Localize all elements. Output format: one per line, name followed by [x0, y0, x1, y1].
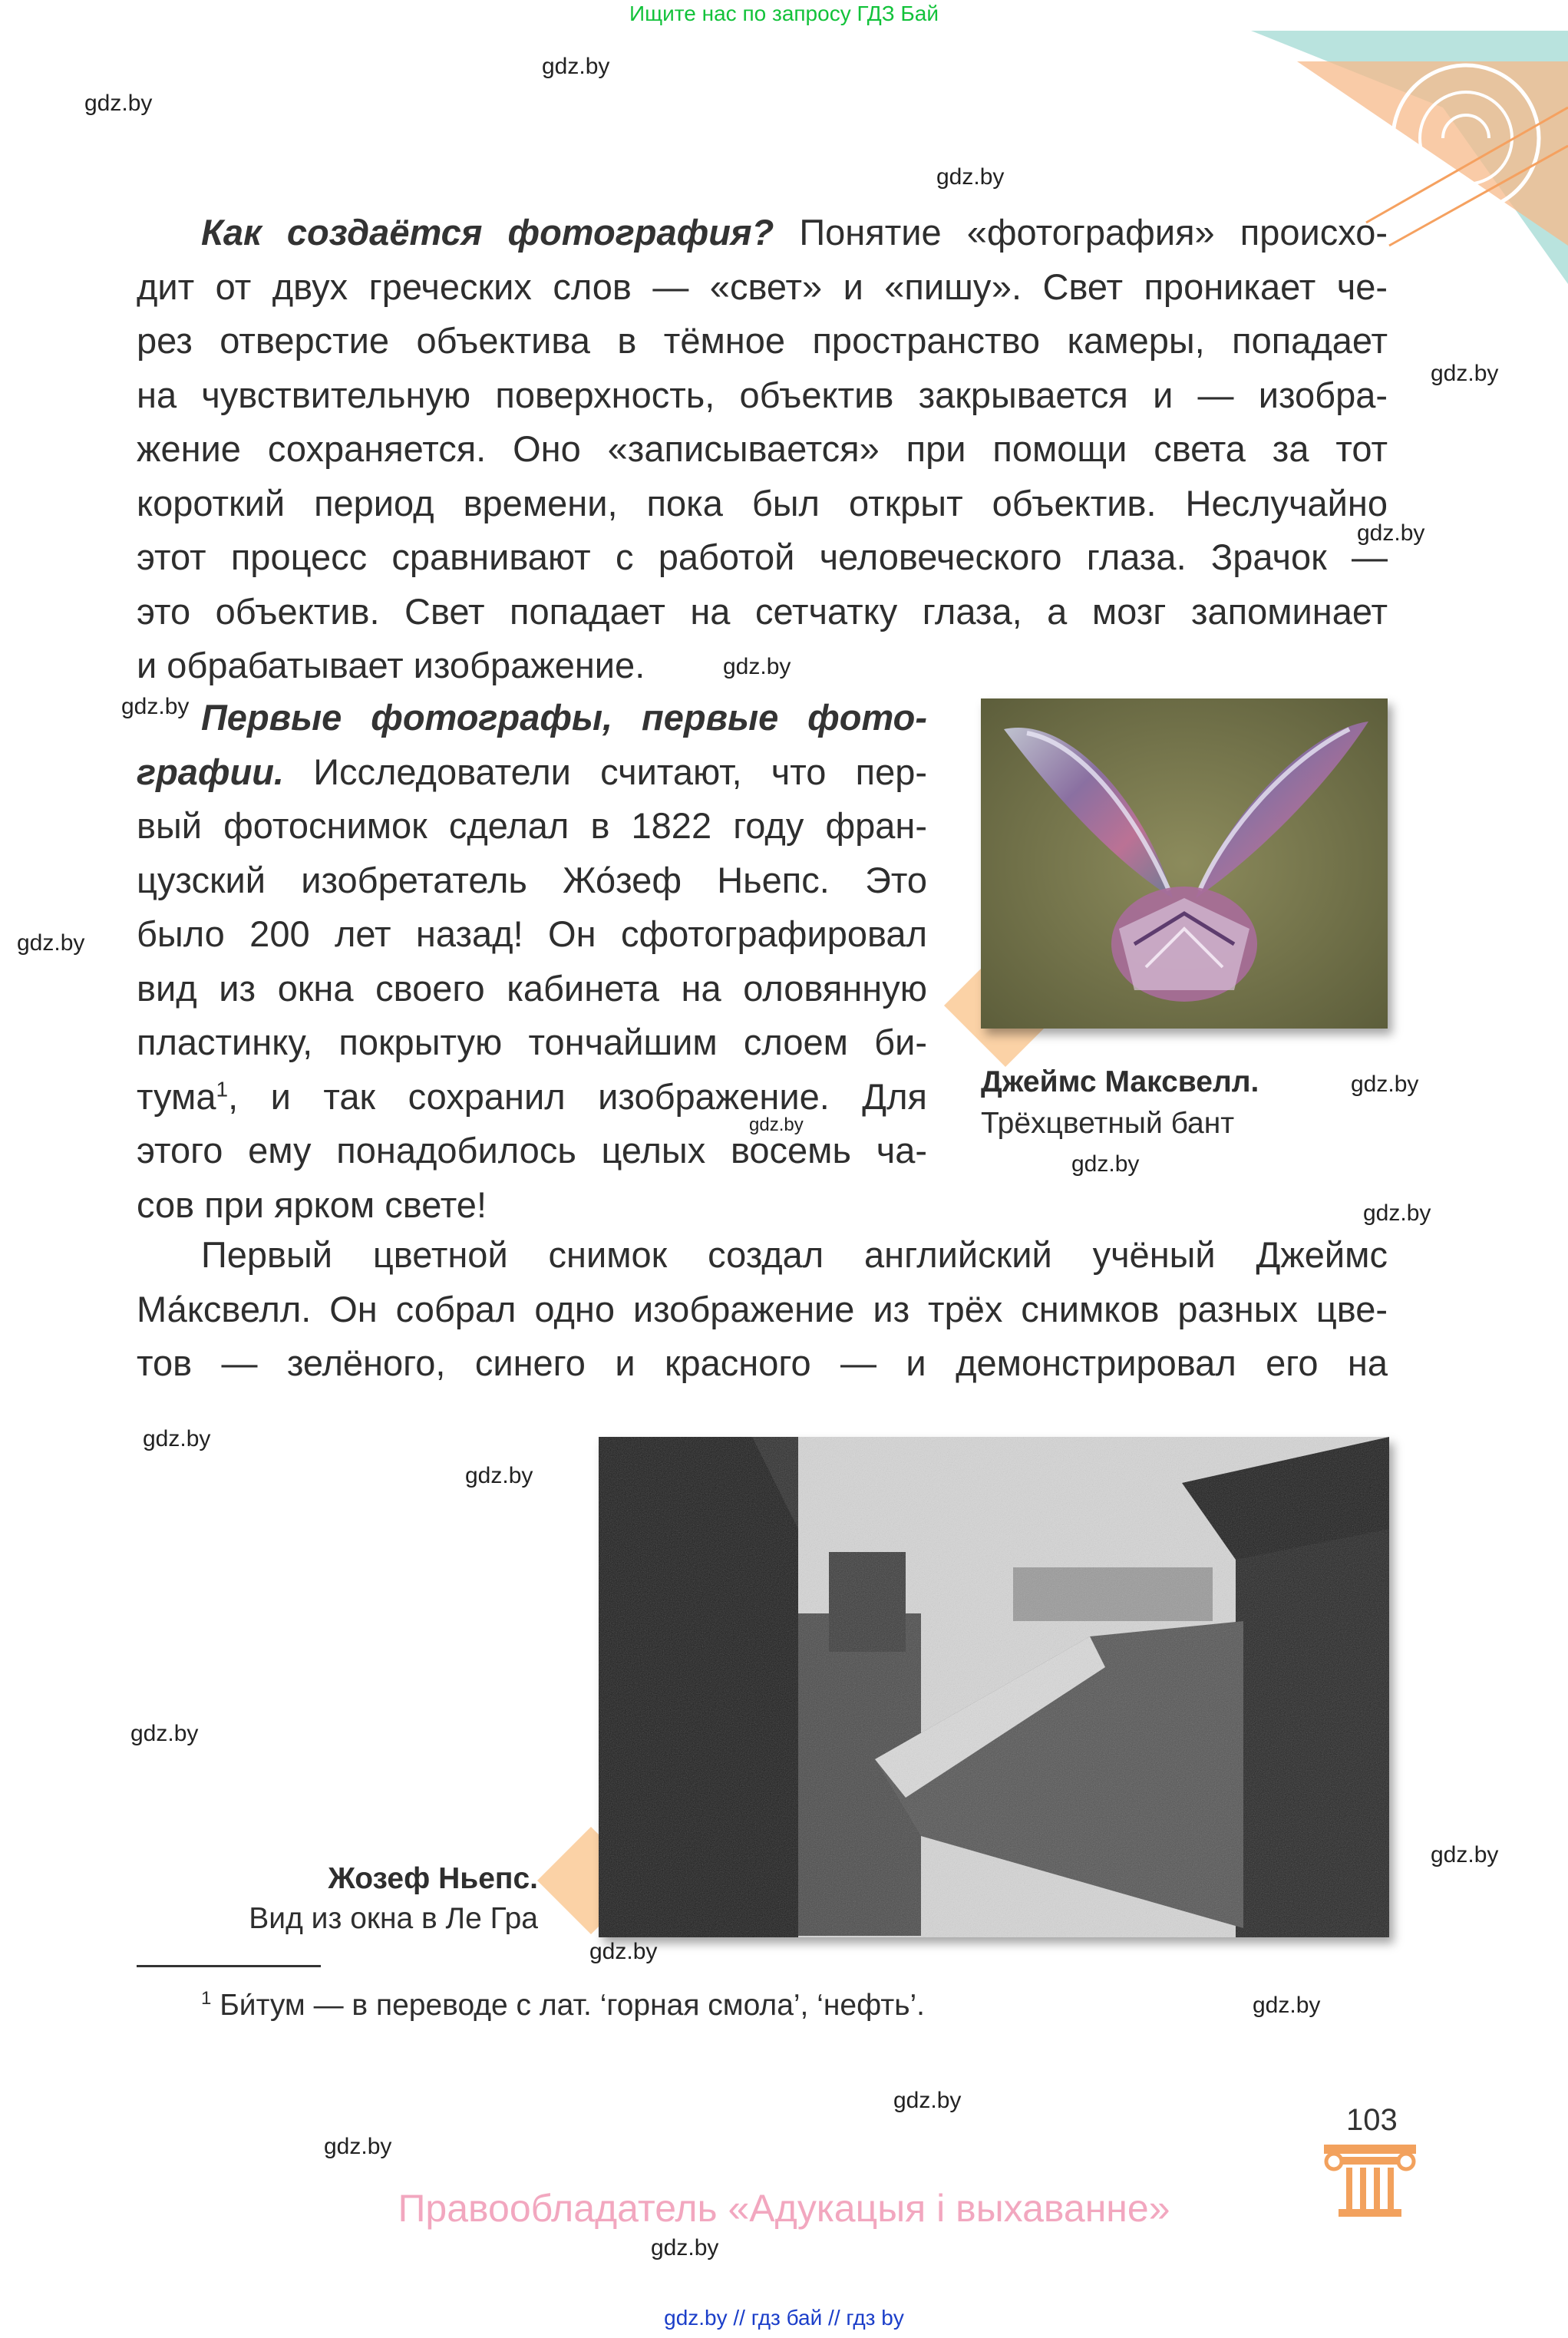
watermark: gdz.by [723, 654, 791, 679]
section-heading: Первые фотографы, первые фото- [201, 697, 927, 738]
footnote-ref: 1 [216, 1076, 229, 1101]
paragraph-first-photographers [137, 691, 927, 1232]
footnote-divider [137, 1965, 321, 1967]
watermark: gdz.by [1431, 1842, 1499, 1867]
watermark: gdz.by [542, 54, 610, 79]
caption-maxwell-subtitle: Трёхцветный бант [981, 1107, 1235, 1140]
text-line: Как создаётся фотография? Понятие «фотография» происхо- [201, 212, 1388, 253]
text-line: тов — зелёного, синего и красного — и демонстрировал его на [137, 1342, 1388, 1383]
watermark: gdz.by [1357, 520, 1425, 546]
niepce-view-from-window-photo [599, 1437, 1389, 1937]
text-line: сов при ярком свете! [137, 1184, 487, 1225]
watermark: gdz.by [1253, 1993, 1321, 2018]
copyright-owner: Правообладатель «Адукацыя і выхаванне» [398, 2187, 1170, 2230]
text-line: было 200 лет назад! Он сфотографировал [137, 913, 927, 954]
footnote-mark: 1 [201, 1988, 212, 2009]
text-line: на чувствительную поверхность, объектив закрывается и — изобра- [137, 374, 1388, 415]
text-line [137, 691, 927, 745]
watermark: gdz.by [1071, 1151, 1140, 1177]
watermark: gdz.by [1351, 1072, 1419, 1097]
caption-maxwell-title: Джеймс Максвелл. [981, 1065, 1259, 1098]
bottom-links[interactable]: gdz.by // гдз бай // гдз by [664, 2306, 904, 2330]
top-banner[interactable]: Ищите нас по запросу ГДЗ Бай [629, 2, 939, 25]
watermark: gdz.by [749, 1115, 804, 1135]
paragraph-photo-creation [137, 206, 1388, 693]
watermark: gdz.by [1363, 1200, 1431, 1226]
text-line: этого ему понадобилось целых восемь ча- [137, 1130, 927, 1171]
section-heading: Как создаётся фотография? [201, 212, 774, 253]
watermark: gdz.by [130, 1721, 199, 1746]
watermark: gdz.by [143, 1426, 211, 1451]
text-line: Ма́ксвелл. Он собрал одно изображение из трёх снимков разных цве- [137, 1288, 1388, 1329]
watermark: gdz.by [893, 2088, 962, 2113]
watermark: gdz.by [589, 1939, 658, 1964]
text-line: рез отверстие объектива в тёмное пространство камеры, попадает [137, 320, 1388, 361]
text-line: Первый цветной снимок создал английский учёный Джеймс [201, 1234, 1388, 1275]
text-line: графии. Исследователи считают, что пер- [137, 751, 927, 792]
watermark: gdz.by [121, 694, 190, 719]
caption-niepce-title: Жозеф Ньепс. [328, 1862, 538, 1895]
text-line: и обрабатывает изображение. [137, 645, 645, 685]
footnote-text: Би́тум — в переводе с лат. ‘горная смола’, ‘нефть’. [211, 1989, 926, 2022]
paragraph-maxwell [137, 1228, 1388, 1391]
watermark: gdz.by [84, 91, 153, 116]
text-line: жение сохраняется. Оно «записывается» при помощи света за тот [137, 428, 1388, 469]
watermark: gdz.by [324, 2134, 392, 2159]
caption-niepce-subtitle: Вид из окна в Ле Гра [249, 1902, 538, 1935]
watermark: gdz.by [936, 164, 1005, 190]
maxwell-tricolour-ribbon-photo [981, 698, 1388, 1029]
watermark: gdz.by [651, 2235, 719, 2260]
text-line: пластинку, покрытую тончайшим слоем би- [137, 1022, 927, 1062]
watermark: gdz.by [17, 930, 85, 956]
text-line: цузский изобретатель Жо́зеф Ньепс. Это [137, 859, 927, 900]
text-line: это объектив. Свет попадает на сетчатку глаза, а мозг запоминает [137, 590, 1388, 632]
watermark: gdz.by [465, 1463, 533, 1488]
page-number: 103 [1346, 2103, 1398, 2137]
text-line: короткий период времени, пока был открыт объектив. Неслучайно [137, 482, 1388, 523]
text-line: этот процесс сравнивают с работой человеческого глаза. Зрачок — [137, 537, 1388, 577]
text-line: дит от двух греческих слов — «свет» и «пишу». Свет проникает че- [137, 266, 1388, 307]
text-line: вид из окна своего кабинета на оловянную [137, 967, 927, 1009]
watermark: gdz.by [1431, 361, 1499, 386]
text-line: тума$^1$, и так сохранил изображение. Для [137, 1075, 927, 1117]
footnote [201, 1988, 925, 2023]
text-line: вый фотоснимок сделал в 1822 году фран- [137, 805, 927, 846]
